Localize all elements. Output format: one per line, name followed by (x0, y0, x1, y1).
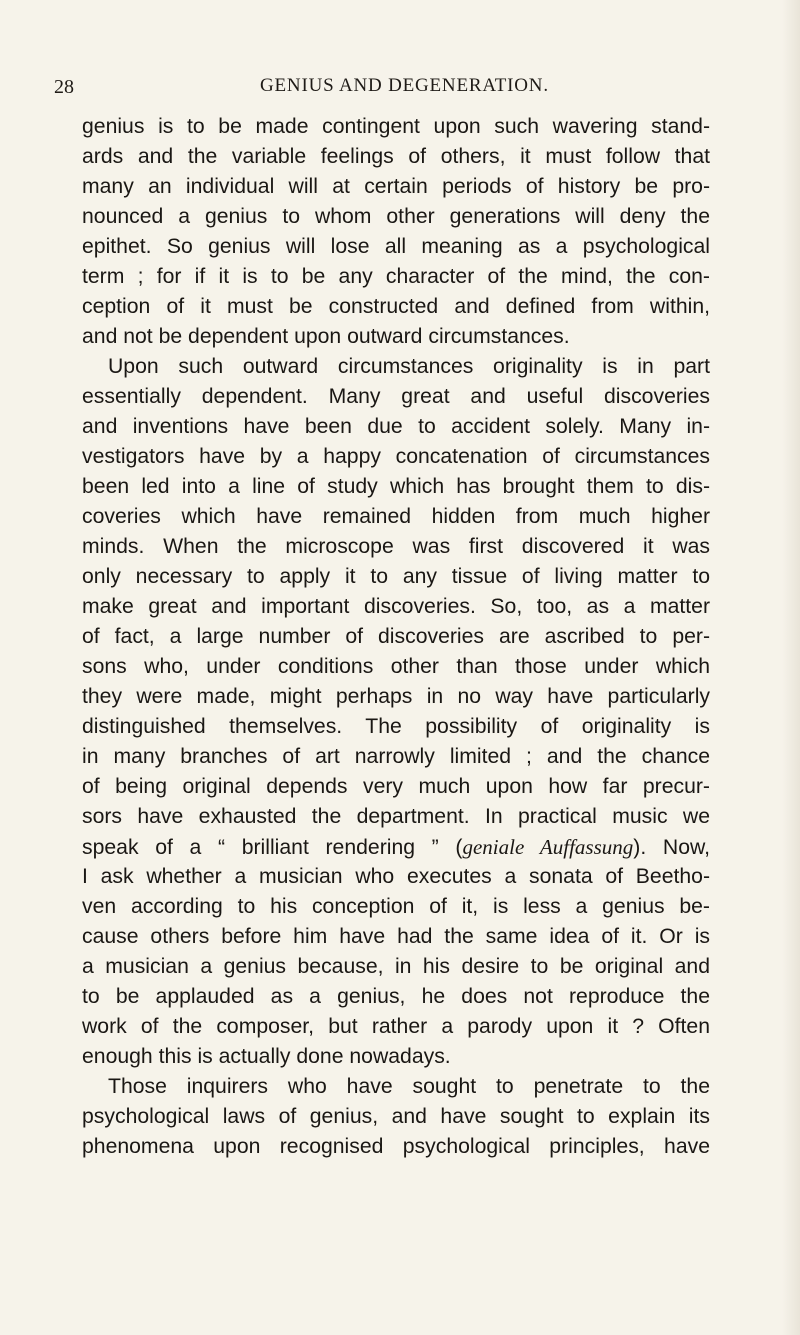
text-line: psychological laws of genius, and have sought to explain its (82, 1105, 710, 1128)
text-line: vestigators have by a happy concatenation of circumstances (82, 445, 710, 468)
text-line: term ; for if it is to be any character of the mind, the con- (82, 265, 710, 288)
text-line: of fact, a large number of discoveries are ascribed to per- (82, 625, 710, 648)
text-line: epithet. So genius will lose all meaning as a psychological (82, 235, 710, 258)
page-header (54, 74, 710, 108)
text-line: and inventions have been due to accident solely. Many in- (82, 415, 710, 438)
paragraph-start-line: Those inquirers who have sought to penetrate to the (108, 1075, 710, 1098)
text-line: of being original depends very much upon how far precur- (82, 775, 710, 798)
text-line: phenomena upon recognised psychological principles, have (82, 1135, 710, 1158)
italic-phrase: geniale Auffassung (462, 835, 634, 859)
body-text (82, 112, 710, 1162)
text-line: make great and important discoveries. So, too, as a matter (82, 595, 710, 618)
text-line: and not be dependent upon outward circumstances. (82, 325, 570, 348)
text-line: in many branches of art narrowly limited ; and the chance (82, 745, 710, 768)
text-line: essentially dependent. Many great and useful discoveries (82, 385, 710, 408)
text-line: minds. When the microscope was first discovered it was (82, 535, 710, 558)
text-line: a musician a genius because, in his desire to be original and (82, 955, 710, 978)
page-edge-shadow (782, 0, 800, 1335)
text-line: distinguished themselves. The possibility of originality is (82, 715, 710, 738)
text-line: ception of it must be constructed and defined from within, (82, 295, 710, 318)
text-line: I ask whether a musician who executes a sonata of Beetho- (82, 865, 710, 888)
text-line: cause others before him have had the same idea of it. Or is (82, 925, 710, 948)
text-line: been led into a line of study which has brought them to dis- (82, 475, 710, 498)
text-line: ards and the variable feelings of others, it must follow that (82, 145, 710, 168)
text-line: coveries which have remained hidden from much higher (82, 505, 710, 528)
book-page (54, 74, 710, 1162)
text-line: enough this is actually done nowadays. (82, 1045, 451, 1068)
text-line: genius is to be made contingent upon such wavering stand- (82, 115, 710, 138)
line-segment: ). Now, (633, 836, 710, 859)
running-head: GENIUS AND DEGENERATION. (260, 75, 549, 96)
text-line: to be applauded as a genius, he does not reproduce the (82, 985, 710, 1008)
text-line: work of the composer, but rather a parody upon it ? Often (82, 1015, 710, 1038)
text-line-with-italic (82, 832, 710, 862)
text-line: they were made, might perhaps in no way have particularly (82, 685, 710, 708)
text-line: ven according to his conception of it, is less a genius be- (82, 895, 710, 918)
text-line: nounced a genius to whom other generations will deny the (82, 205, 710, 228)
text-line: many an individual will at certain periods of history be pro- (82, 175, 710, 198)
line-segment: speak of a “ brilliant rendering ” ( (82, 836, 463, 859)
text-line: sors have exhausted the department. In practical music we (82, 805, 710, 828)
paragraph-start-line: Upon such outward circumstances originality is in part (108, 355, 710, 378)
text-line: only necessary to apply it to any tissue of living matter to (82, 565, 710, 588)
text-line: sons who, under conditions other than those under which (82, 655, 710, 678)
page-number: 28 (54, 76, 74, 98)
